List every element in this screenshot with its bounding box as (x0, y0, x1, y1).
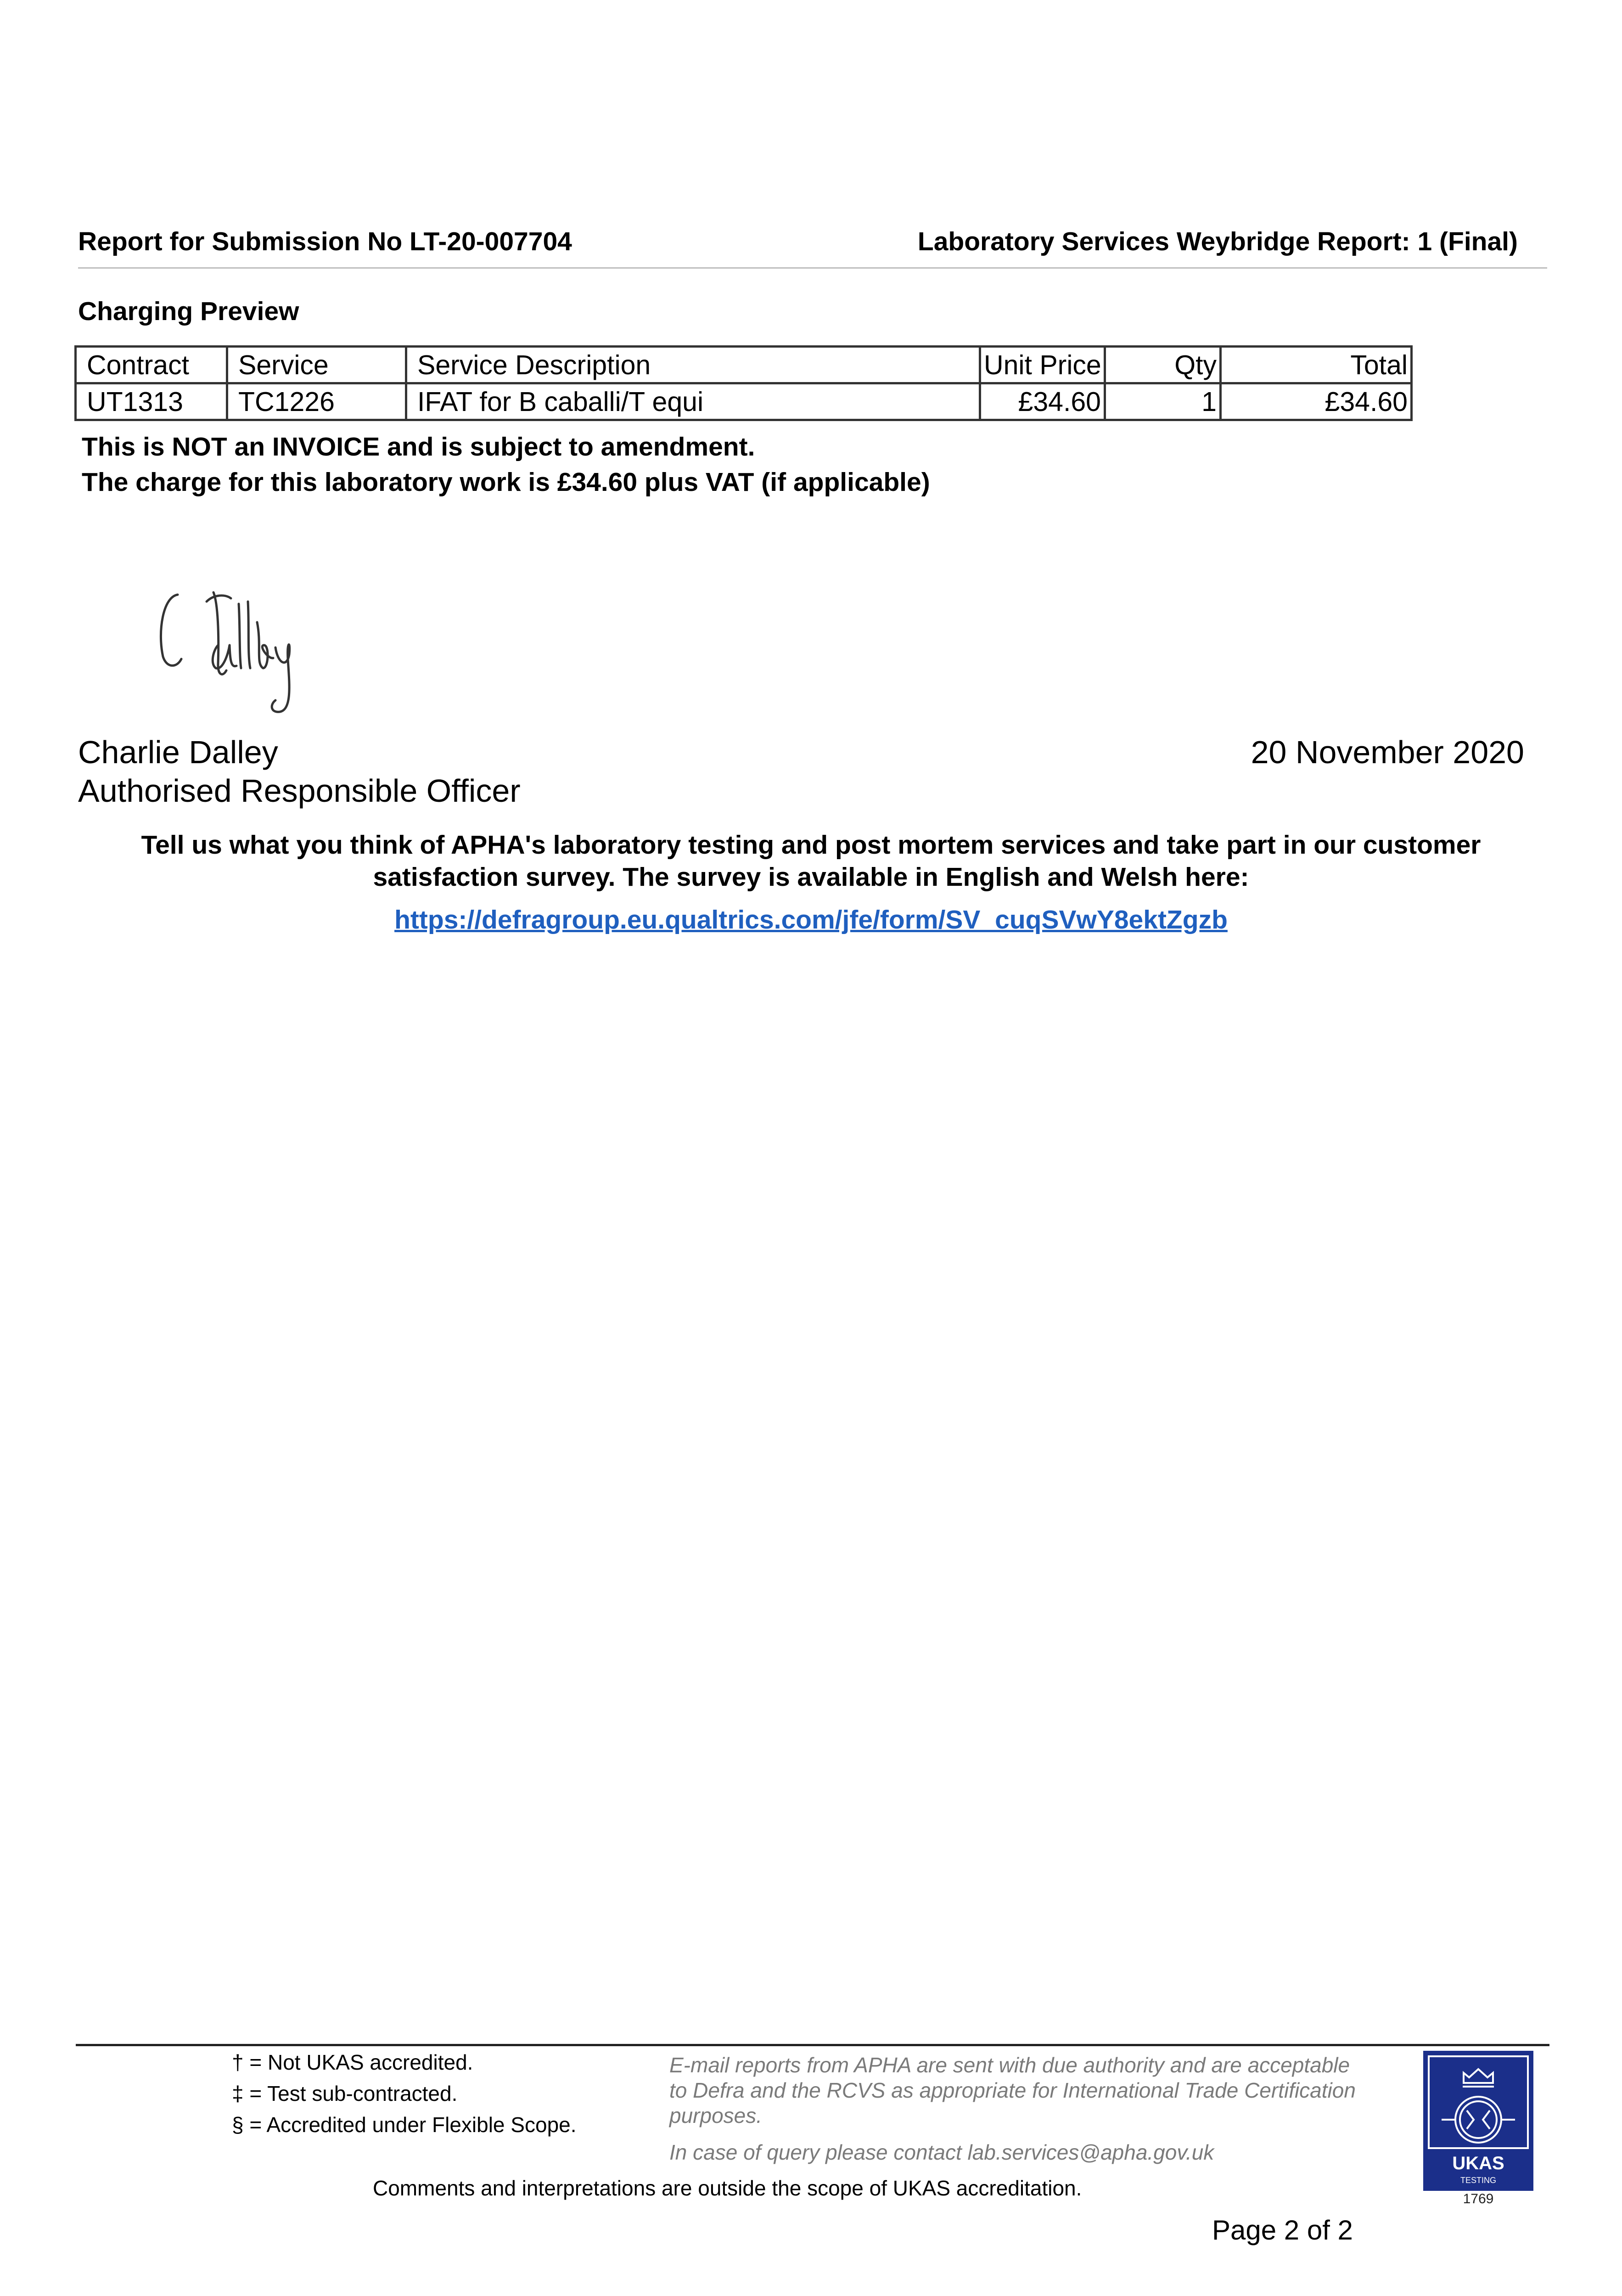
column-header-unit-price: Unit Price (980, 347, 1105, 383)
cell-qty: 1 (1105, 383, 1221, 420)
legend-flexible-scope: § = Accredited under Flexible Scope. (232, 2113, 577, 2137)
handwritten-signature (149, 576, 314, 723)
invoice-notice: This is NOT an INVOICE and is subject to amendment. (82, 432, 755, 461)
column-header-description: Service Description (406, 347, 980, 383)
column-header-total: Total (1221, 347, 1412, 383)
table-row (76, 383, 1412, 420)
column-header-qty: Qty (1105, 347, 1221, 383)
ukas-logo-subtitle: TESTING (1460, 2176, 1497, 2185)
charging-preview-title: Charging Preview (78, 297, 299, 326)
page-number: Page 2 of 2 (1212, 2215, 1353, 2245)
cell-total: £34.60 (1221, 383, 1412, 420)
cell-service: TC1226 (227, 383, 406, 420)
query-contact-note: In case of query please contact lab.services@apha.gov.uk (669, 2140, 1214, 2164)
footer-divider (76, 2044, 1549, 2046)
legend-not-accredited: † = Not UKAS accredited. (232, 2050, 473, 2074)
cell-unit-price: £34.60 (980, 383, 1105, 420)
signer-name: Charlie Dalley (78, 734, 278, 770)
ukas-accreditation-number: 1769 (1463, 2191, 1494, 2206)
survey-link[interactable]: https://defragroup.eu.qualtrics.com/jfe/form/SV_cuqSVwY8ektZgzb (394, 905, 1228, 934)
table-header-row (76, 347, 1412, 383)
cell-description: IFAT for B caballi/T equi (406, 383, 980, 420)
charging-table (74, 345, 1413, 421)
submission-number: Report for Submission No LT-20-007704 (78, 227, 572, 256)
survey-invitation (78, 829, 1544, 893)
signer-role: Authorised Responsible Officer (78, 773, 521, 809)
legend-sub-contracted: ‡ = Test sub-contracted. (232, 2082, 458, 2105)
lab-report-title: Laboratory Services Weybridge Report: 1 (Final) (917, 227, 1518, 256)
ukas-scope-comment: Comments and interpretations are outside the scope of UKAS accreditation. (373, 2176, 1082, 2200)
header-divider (78, 267, 1547, 269)
column-header-contract: Contract (76, 347, 227, 383)
cell-contract: UT1313 (76, 383, 227, 420)
ukas-logo-text: UKAS (1452, 2153, 1504, 2173)
survey-line-1: Tell us what you think of APHA's laboratory testing and post mortem services and take part in our customer (141, 830, 1481, 860)
column-header-service: Service (227, 347, 406, 383)
survey-line-2: satisfaction survey. The survey is available in English and Welsh here: (373, 862, 1249, 892)
ukas-logo (1423, 2051, 1533, 2207)
signature-date: 20 November 2020 (1251, 734, 1524, 770)
email-reports-note: E-mail reports from APHA are sent with due authority and are acceptable to Defra and the RCVS as appropriate for International Trade Certification purposes. (669, 2053, 1356, 2127)
charge-notice: The charge for this laboratory work is £34.60 plus VAT (if applicable) (82, 467, 930, 497)
